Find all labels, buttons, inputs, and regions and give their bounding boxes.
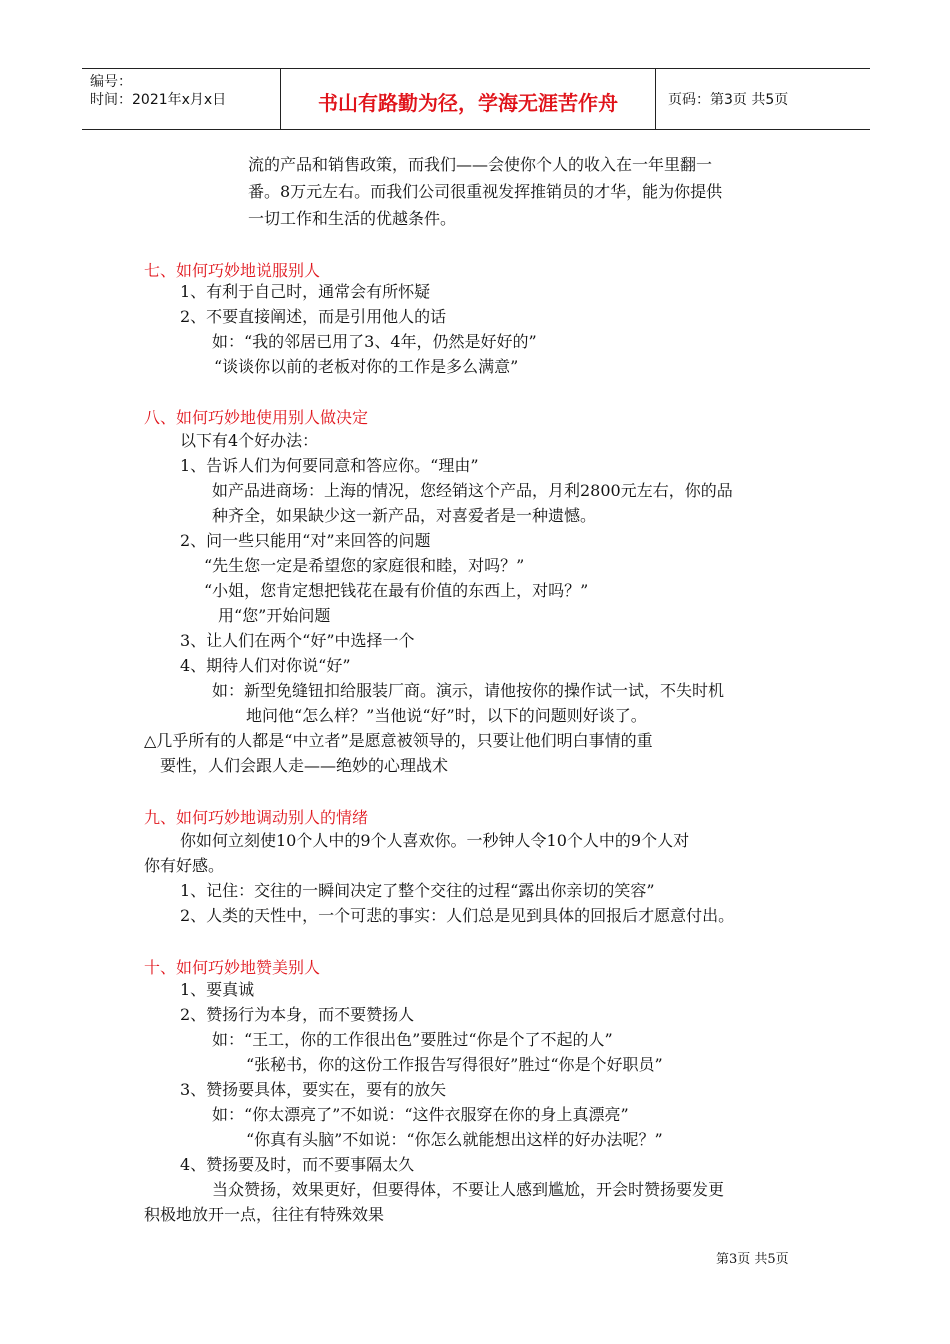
example-line: 如：“王工，你的工作很出色”要胜过“你是个了不起的人” <box>212 1030 613 1049</box>
list-item: 1、告诉人们为何要同意和答应你。“理由” <box>180 456 479 475</box>
page-code: 页码：第3页 共5页 <box>668 92 789 108</box>
note-line: △几乎所有的人都是“中立者”是愿意被领导的，只要让他们明白事情的重 <box>144 731 653 750</box>
header-page-cell <box>656 69 870 129</box>
example-line: 如：“我的邻居已用了3、4年，仍然是好好的” <box>212 332 537 351</box>
page-footer: 第3页 共5页 <box>716 1252 789 1267</box>
example-line: “先生您一定是希望您的家庭很和睦，对吗？” <box>204 556 525 575</box>
intro-line: 流的产品和销售政策，而我们——会使你个人的收入在一年里翻一 <box>248 155 713 174</box>
example-line: 如：“你太漂亮了”不如说：“这件衣服穿在你的身上真漂亮” <box>212 1105 629 1124</box>
example-line: “谈谈你以前的老板对你的工作是多么满意” <box>214 357 519 376</box>
example-line: 用“您”开始问题 <box>218 606 331 625</box>
section-title: 七、如何巧妙地说服别人 <box>144 261 321 280</box>
section-title: 十、如何巧妙地赞美别人 <box>144 958 321 977</box>
example-line: 地问他“怎么样？”当他说“好”时，以下的问题则好谈了。 <box>246 706 647 725</box>
page-header <box>82 68 870 130</box>
example-line: “张秘书，你的这份工作报告写得很好”胜过“你是个好职员” <box>246 1055 663 1074</box>
example-line: “小姐，您肯定想把钱花在最有价值的东西上，对吗？” <box>204 581 589 600</box>
note-line: 要性，人们会跟人走——绝妙的心理战术 <box>160 756 449 775</box>
code-label: 编号： <box>90 74 132 90</box>
list-item: 2、赞扬行为本身，而不要赞扬人 <box>180 1005 415 1024</box>
example-line: 种齐全，如果缺少这一新产品，对喜爱者是一种遗憾。 <box>212 506 597 525</box>
text-line: 当众赞扬，效果更好，但要得体，不要让人感到尴尬，开会时赞扬要发更 <box>212 1180 725 1199</box>
list-item: 2、人类的天性中，一个可悲的事实：人们总是见到具体的回报后才愿意付出。 <box>180 906 735 925</box>
text-line: 你如何立刻使10个人中的9个人喜欢你。一秒钟人令10个人中的9个人对 <box>180 831 690 850</box>
section-title: 九、如何巧妙地调动别人的情绪 <box>144 808 369 827</box>
list-item: 3、让人们在两个“好”中选择一个 <box>180 631 415 650</box>
list-item: 1、要真诚 <box>180 980 255 999</box>
list-item: 3、赞扬要具体，要实在，要有的放矢 <box>180 1080 447 1099</box>
header-motto-cell <box>281 69 656 129</box>
list-item: 2、问一些只能用“对”来回答的问题 <box>180 531 431 550</box>
example-line: 如：新型免缝钮扣给服装厂商。演示，请他按你的操作试一试，不失时机 <box>212 681 725 700</box>
text-line: 积极地放开一点，往往有特殊效果 <box>144 1205 385 1224</box>
list-item: 4、期待人们对你说“好” <box>180 656 351 675</box>
header-meta-cell <box>82 69 281 129</box>
example-line: “你真有头脑”不如说：“你怎么就能想出这样的好办法呢？” <box>246 1130 663 1149</box>
date-label: 时间：2021年x月x日 <box>90 92 227 108</box>
section-title: 八、如何巧妙地使用别人做决定 <box>144 408 369 427</box>
text-line: 以下有4个好办法： <box>180 431 319 450</box>
intro-line: 一切工作和生活的优越条件。 <box>248 209 457 228</box>
example-line: 如产品进商场：上海的情况，您经销这个产品，月利2800元左右，你的品 <box>212 481 733 500</box>
list-item: 4、赞扬要及时，而不要事隔太久 <box>180 1155 415 1174</box>
list-item: 1、记住：交往的一瞬间决定了整个交往的过程“露出你亲切的笑容” <box>180 881 655 900</box>
text-line: 你有好感。 <box>144 856 225 875</box>
list-item: 2、不要直接阐述，而是引用他人的话 <box>180 307 447 326</box>
list-item: 1、有利于自己时，通常会有所怀疑 <box>180 282 431 301</box>
motto: 书山有路勤为径，学海无涯苦作舟 <box>318 91 618 115</box>
intro-line: 番。8万元左右。而我们公司很重视发挥推销员的才华，能为你提供 <box>248 182 723 201</box>
